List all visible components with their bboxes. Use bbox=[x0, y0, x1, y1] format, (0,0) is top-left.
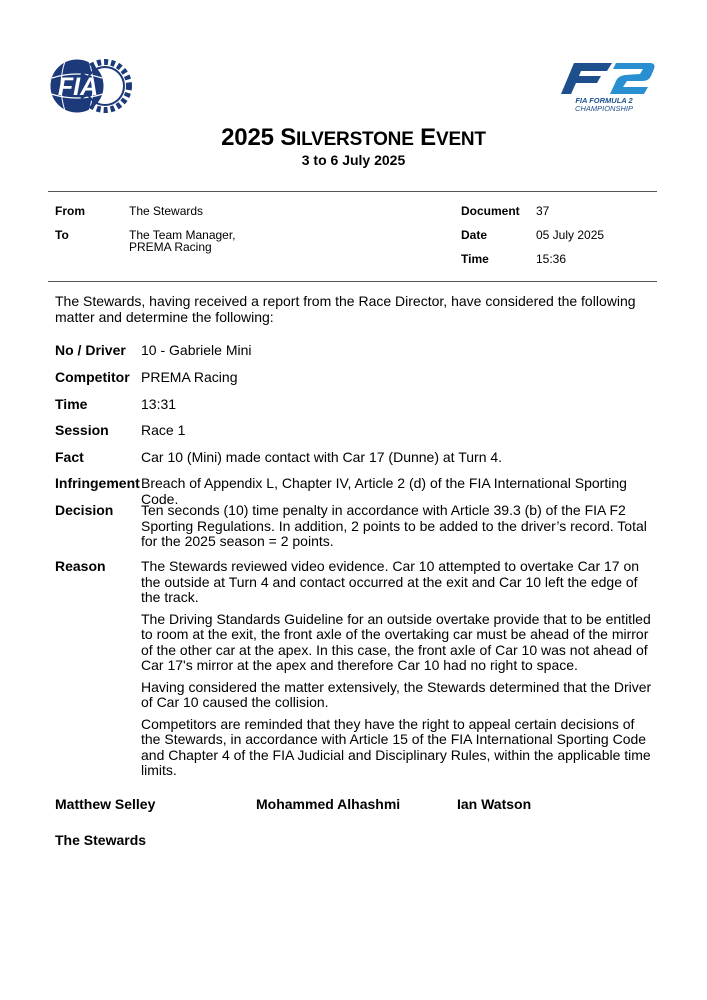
competitor-label: Competitor bbox=[55, 369, 130, 385]
driver-value: 10 - Gabriele Mini bbox=[141, 342, 252, 358]
reason-paragraph-3: Having considered the matter extensively, the Stewards determined that the Driver of Car 10 caused the collision. bbox=[141, 678, 652, 710]
f2-logo-line2: CHAMPIONSHIP bbox=[575, 104, 633, 112]
divider-top bbox=[48, 191, 657, 192]
driver-label: No / Driver bbox=[55, 342, 126, 358]
f2-logo bbox=[550, 60, 658, 112]
incident-time-label: Time bbox=[55, 396, 88, 412]
date-value: 05 July 2025 bbox=[536, 228, 605, 242]
fact-value: Car 10 (Mini) made contact with Car 17 (Dunne) at Turn 4. bbox=[141, 449, 503, 465]
steward-signature-3: Ian Watson bbox=[457, 796, 532, 812]
title-year: 2025 bbox=[221, 124, 274, 151]
reason-label: Reason bbox=[55, 558, 106, 574]
steward-signature-1: Matthew Selley bbox=[55, 796, 156, 812]
fia-logo bbox=[47, 56, 133, 116]
stewards-footer: The Stewards bbox=[55, 832, 147, 848]
fia-logo-text: FIA bbox=[57, 73, 99, 101]
title-e: E bbox=[420, 124, 436, 151]
reason-paragraph-2: The Driving Standards Guideline for an outside overtake provide that to be entitled to room at the exit, the front axle of the overtaking car must be ahead of the mirror of the other car at the apex. In this case, the front axle of Car 10 was not ahead of Car 17's mirror at the apex and therefore Car 10 had no right to space. bbox=[141, 610, 651, 673]
from-label: From bbox=[55, 204, 85, 218]
event-dates: 3 to 6 July 2025 bbox=[301, 152, 406, 168]
reason-paragraph-4: Competitors are reminded that they have the right to appeal certain decisions of the Stewards, in accordance with Article 15 of the FIA International Sporting Code and Chapter 4 of the FIA Judicial and Disciplinary Rules, within the applicable time limits. bbox=[141, 715, 651, 778]
intro-text: The Stewards, having received a report from the Race Director, have considered the following matter and determine the following: bbox=[55, 293, 636, 325]
title-s: S bbox=[280, 124, 297, 151]
f2-f-shape bbox=[561, 63, 612, 94]
to-label: To bbox=[55, 228, 69, 242]
reason-text bbox=[141, 559, 656, 785]
title-ilverstone: ILVERSTONE bbox=[296, 129, 414, 150]
f2-2-shape bbox=[610, 63, 655, 94]
document-value: 37 bbox=[536, 204, 550, 218]
page-title bbox=[0, 124, 707, 152]
infringement-label: Infringement bbox=[55, 475, 140, 491]
infringement-value: Breach of Appendix L, Chapter IV, Article 2 (d) of the FIA International Sporting Code. bbox=[141, 475, 627, 507]
to-line2: PREMA Racing bbox=[129, 240, 212, 254]
from-value: The Stewards bbox=[129, 204, 204, 218]
divider-bottom bbox=[48, 281, 657, 282]
decision-label: Decision bbox=[55, 502, 114, 518]
steward-signature-2: Mohammed Alhashmi bbox=[256, 796, 401, 812]
date-label: Date bbox=[461, 228, 488, 242]
f2-logo-line1: FIA FORMULA 2 bbox=[575, 96, 633, 105]
to-line1: The Team Manager, bbox=[129, 228, 236, 242]
session-value: Race 1 bbox=[141, 422, 186, 438]
title-vent: VENT bbox=[435, 129, 486, 150]
session-label: Session bbox=[55, 422, 109, 438]
document-label: Document bbox=[461, 204, 520, 218]
competitor-value: PREMA Racing bbox=[141, 369, 238, 385]
decision-value: Ten seconds (10) time penalty in accordance with Article 39.3 (b) of the FIA F2 Sporting Regulations. In addition, 2 points to be added to the driver’s record. Total for the 2025 season = 2 points. bbox=[141, 502, 647, 549]
time-value: 15:36 bbox=[536, 252, 567, 266]
time-label: Time bbox=[461, 252, 489, 266]
reason-paragraph-1: The Stewards reviewed video evidence. Car 10 attempted to overtake Car 17 on the outside at Turn 4 and contact occurred at the exit and Car 10 left the edge of the track. bbox=[141, 558, 640, 605]
incident-time-value: 13:31 bbox=[141, 396, 177, 412]
fact-label: Fact bbox=[55, 449, 84, 465]
